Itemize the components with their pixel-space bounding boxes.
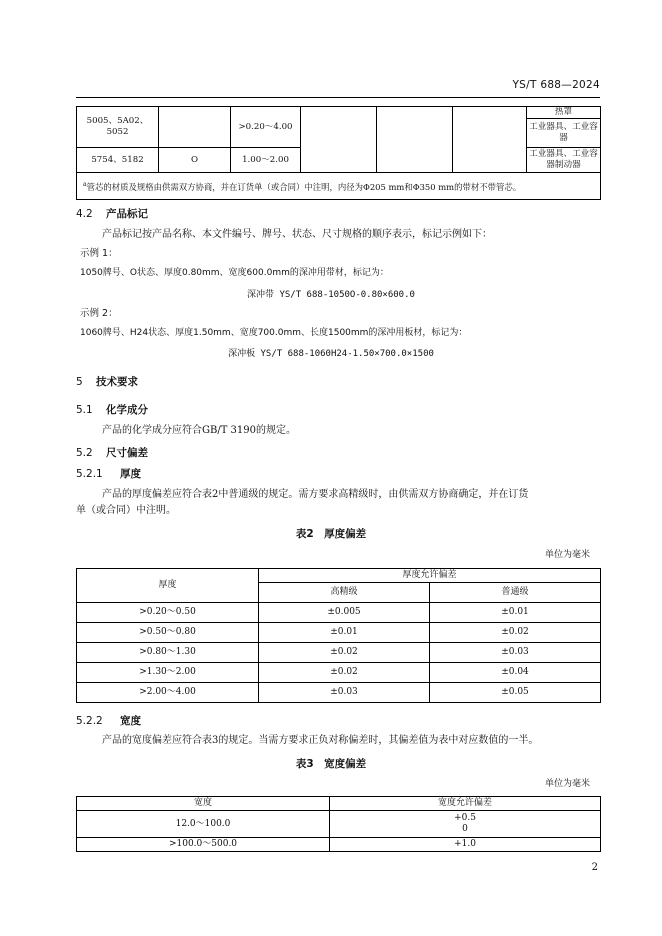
range-cell: >0.20～0.50: [77, 603, 259, 623]
alloy-cell: 5005、5A02、5052: [77, 107, 159, 148]
page-number: 2: [591, 862, 598, 873]
section-5-2-heading: 5.2 尺寸偏差: [76, 447, 148, 459]
table-header-row: [77, 797, 601, 811]
high-cell: ±0.03: [259, 683, 430, 703]
tolerance-cell: +1.0: [330, 838, 601, 852]
table-row: [77, 107, 601, 119]
table-note-row: [77, 173, 601, 200]
table-row: [77, 603, 601, 623]
table-2-unit: 单位为毫米: [544, 550, 590, 560]
thickness-cell: 1.00～2.00: [231, 148, 301, 173]
use-cell: 热罩: [527, 107, 601, 119]
col-header-tolerance: 宽度允许偏差: [330, 797, 601, 811]
high-cell: ±0.02: [259, 663, 430, 683]
standard-code: YS/T 688—2024: [512, 79, 600, 91]
normal-cell: ±0.03: [430, 643, 601, 663]
section-5-2-2-heading: 5.2.2 宽度: [76, 715, 141, 727]
section-5-heading: 5 技术要求: [76, 376, 138, 388]
use-cell: 工业器具、工业容器制动器: [527, 148, 601, 173]
continued-table: [76, 106, 601, 200]
header-rule: [76, 97, 600, 98]
section-5-2-1-heading: 5.2.1 厚度: [76, 468, 141, 480]
width-tolerance-table: [76, 796, 601, 852]
thickness-cell: >0.20～4.00: [231, 107, 301, 148]
normal-cell: ±0.04: [430, 663, 601, 683]
range-cell: >0.80～1.30: [77, 643, 259, 663]
col-header-normal: 普通级: [430, 583, 601, 603]
table-row: [77, 663, 601, 683]
example-2-label: 示例 2：: [80, 308, 118, 319]
table-3-unit: 单位为毫米: [544, 779, 590, 789]
range-cell: >0.50～0.80: [77, 623, 259, 643]
range-cell: >1.30～2.00: [77, 663, 259, 683]
table-row: [77, 643, 601, 663]
high-cell: ±0.005: [259, 603, 430, 623]
alloy-cell: 5754、5182: [77, 148, 159, 173]
section-4-2-heading: 4.2 产品标记: [76, 208, 148, 220]
normal-cell: ±0.01: [430, 603, 601, 623]
table-note: [77, 173, 601, 200]
table-row: [77, 838, 601, 852]
table-2-caption: 表2 厚度偏差: [295, 528, 367, 540]
empty-cell: [377, 107, 453, 173]
example-1-mark: 深冲带 YS/T 688-1050O-0.80×600.0: [247, 290, 415, 300]
empty-cell: [453, 107, 527, 173]
table-row: [77, 683, 601, 703]
use-cell: 工业器具、工业容器: [527, 119, 601, 148]
empty-cell: [301, 107, 377, 173]
high-cell: ±0.01: [259, 623, 430, 643]
table-row: [77, 623, 601, 643]
thickness-tolerance-table: [76, 568, 601, 703]
example-2-mark: 深冲板 YS/T 688-1060H24-1.50×700.0×1500: [228, 349, 434, 359]
high-cell: ±0.02: [259, 643, 430, 663]
col-header-width: 宽度: [77, 797, 330, 811]
section-4-2-text: 产品标记按产品名称、本文件编号、牌号、状态、尺寸规格的顺序表示，标记示例如下：: [102, 229, 492, 240]
tolerance-upper: +0.5: [454, 813, 476, 823]
section-5-2-2-text: 产品的宽度偏差应符合表3的规定。当需方要求正负对称偏差时，其偏差值为表中对应数值的一半。: [102, 735, 539, 746]
normal-cell: ±0.02: [430, 623, 601, 643]
section-5-2-1-text-line2: 单（或合同）中注明。: [76, 505, 176, 516]
table-row: [77, 811, 601, 838]
range-cell: >100.0～500.0: [77, 838, 330, 852]
normal-cell: ±0.05: [430, 683, 601, 703]
note-text: 管芯的材质及规格由供需双方协商，并在订货单（或合同）中注明，内径为Φ205 mm和Φ350 mm的带材不带管芯。: [86, 181, 522, 192]
col-header-thickness: 厚度: [77, 569, 259, 603]
tolerance-lower: 0: [462, 824, 468, 834]
range-cell: 12.0～100.0: [77, 811, 330, 838]
table-3-caption: 表3 宽度偏差: [295, 758, 367, 770]
col-header-tolerance: 厚度允许偏差: [259, 569, 601, 583]
section-5-1-text: 产品的化学成分应符合GB/T 3190的规定。: [102, 425, 297, 436]
tolerance-cell: [330, 811, 601, 838]
table-header-row: [77, 569, 601, 583]
temper-cell: [159, 107, 231, 148]
range-cell: >2.00～4.00: [77, 683, 259, 703]
temper-cell: O: [159, 148, 231, 173]
section-5-2-1-text-line1: 产品的厚度偏差应符合表2中普通级的规定。需方要求高精级时，由供需双方协商确定，并在订货: [102, 489, 529, 500]
example-1-text: 1050牌号、O状态、厚度0.80mm、宽度600.0mm的深冲用带材，标记为：: [80, 268, 389, 278]
section-5-1-heading: 5.1 化学成分: [76, 404, 148, 416]
col-header-high: 高精级: [259, 583, 430, 603]
example-1-label: 示例 1：: [80, 248, 118, 259]
example-2-text: 1060牌号、H24状态、厚度1.50mm、宽度700.0mm、长度1500mm的深冲用板材，标记为：: [80, 328, 468, 338]
note-mark: a: [83, 181, 87, 189]
